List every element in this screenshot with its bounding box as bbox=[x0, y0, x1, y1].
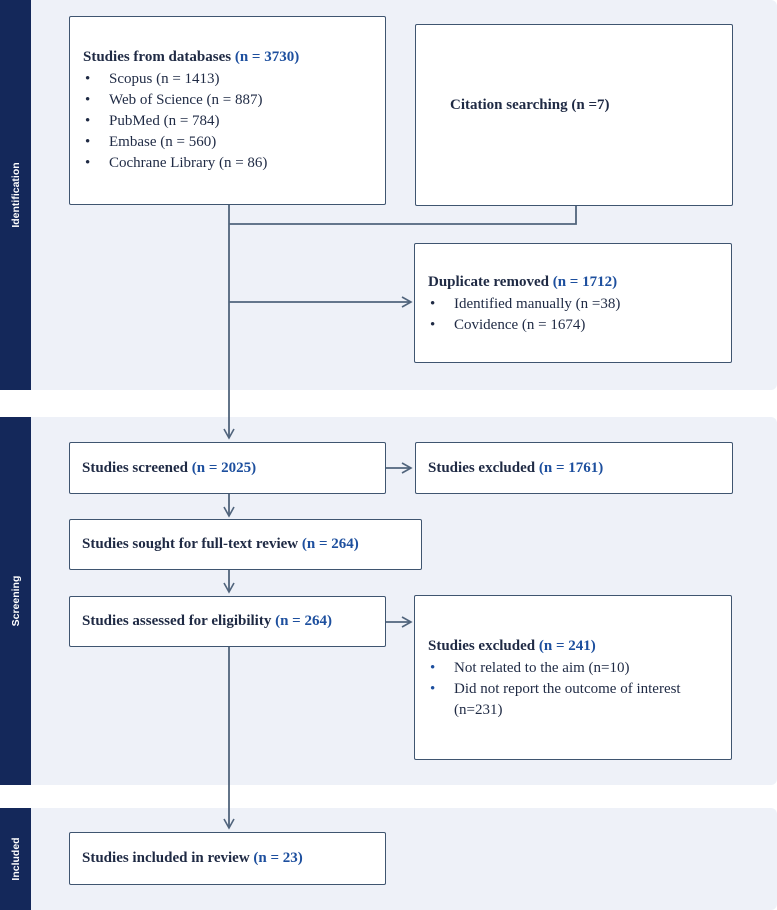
databases-heading: Studies from databases (n = 3730) bbox=[83, 49, 300, 65]
excluded-screening-box: Studies excluded (n = 1761) bbox=[415, 442, 733, 494]
screening-phase-label: Screening bbox=[9, 575, 22, 627]
duplicates-list bbox=[428, 294, 731, 336]
excluded-reason-item: • Not related to the aim (n=10) bbox=[428, 658, 719, 679]
screened-box: Studies screened (n = 2025) bbox=[69, 442, 386, 494]
excluded-eligibility-heading: Studies excluded (n = 241) bbox=[428, 638, 596, 654]
database-item: • Embase (n = 560) bbox=[83, 132, 385, 153]
assessed-box: Studies assessed for eligibility (n = 264) bbox=[69, 596, 386, 647]
excluded-eligibility-box bbox=[414, 595, 732, 760]
excluded-reasons-list bbox=[428, 658, 719, 721]
databases-list bbox=[83, 69, 385, 174]
connector-citation-merge bbox=[229, 205, 576, 224]
included-phase-label: Included bbox=[9, 837, 22, 881]
included-box: Studies included in review (n = 23) bbox=[69, 832, 386, 885]
duplicate-item: • Identified manually (n =38) bbox=[428, 294, 731, 315]
identification-phase-label: Identification bbox=[9, 162, 22, 228]
database-item: • Cochrane Library (n = 86) bbox=[83, 153, 385, 174]
database-item: • Scopus (n = 1413) bbox=[83, 69, 385, 90]
duplicates-heading: Duplicate removed (n = 1712) bbox=[428, 274, 618, 290]
databases-box bbox=[69, 16, 386, 205]
duplicates-box bbox=[414, 243, 732, 363]
sought-box: Studies sought for full-text review (n = 264) bbox=[69, 519, 422, 570]
citation-box bbox=[415, 24, 733, 206]
database-item: • Web of Science (n = 887) bbox=[83, 90, 385, 111]
citation-label: Citation searching (n =7) bbox=[450, 97, 610, 113]
excluded-reason-item: • Did not report the outcome of interest (n=231) bbox=[428, 679, 719, 721]
database-item: • PubMed (n = 784) bbox=[83, 111, 385, 132]
duplicate-item: • Covidence (n = 1674) bbox=[428, 315, 731, 336]
